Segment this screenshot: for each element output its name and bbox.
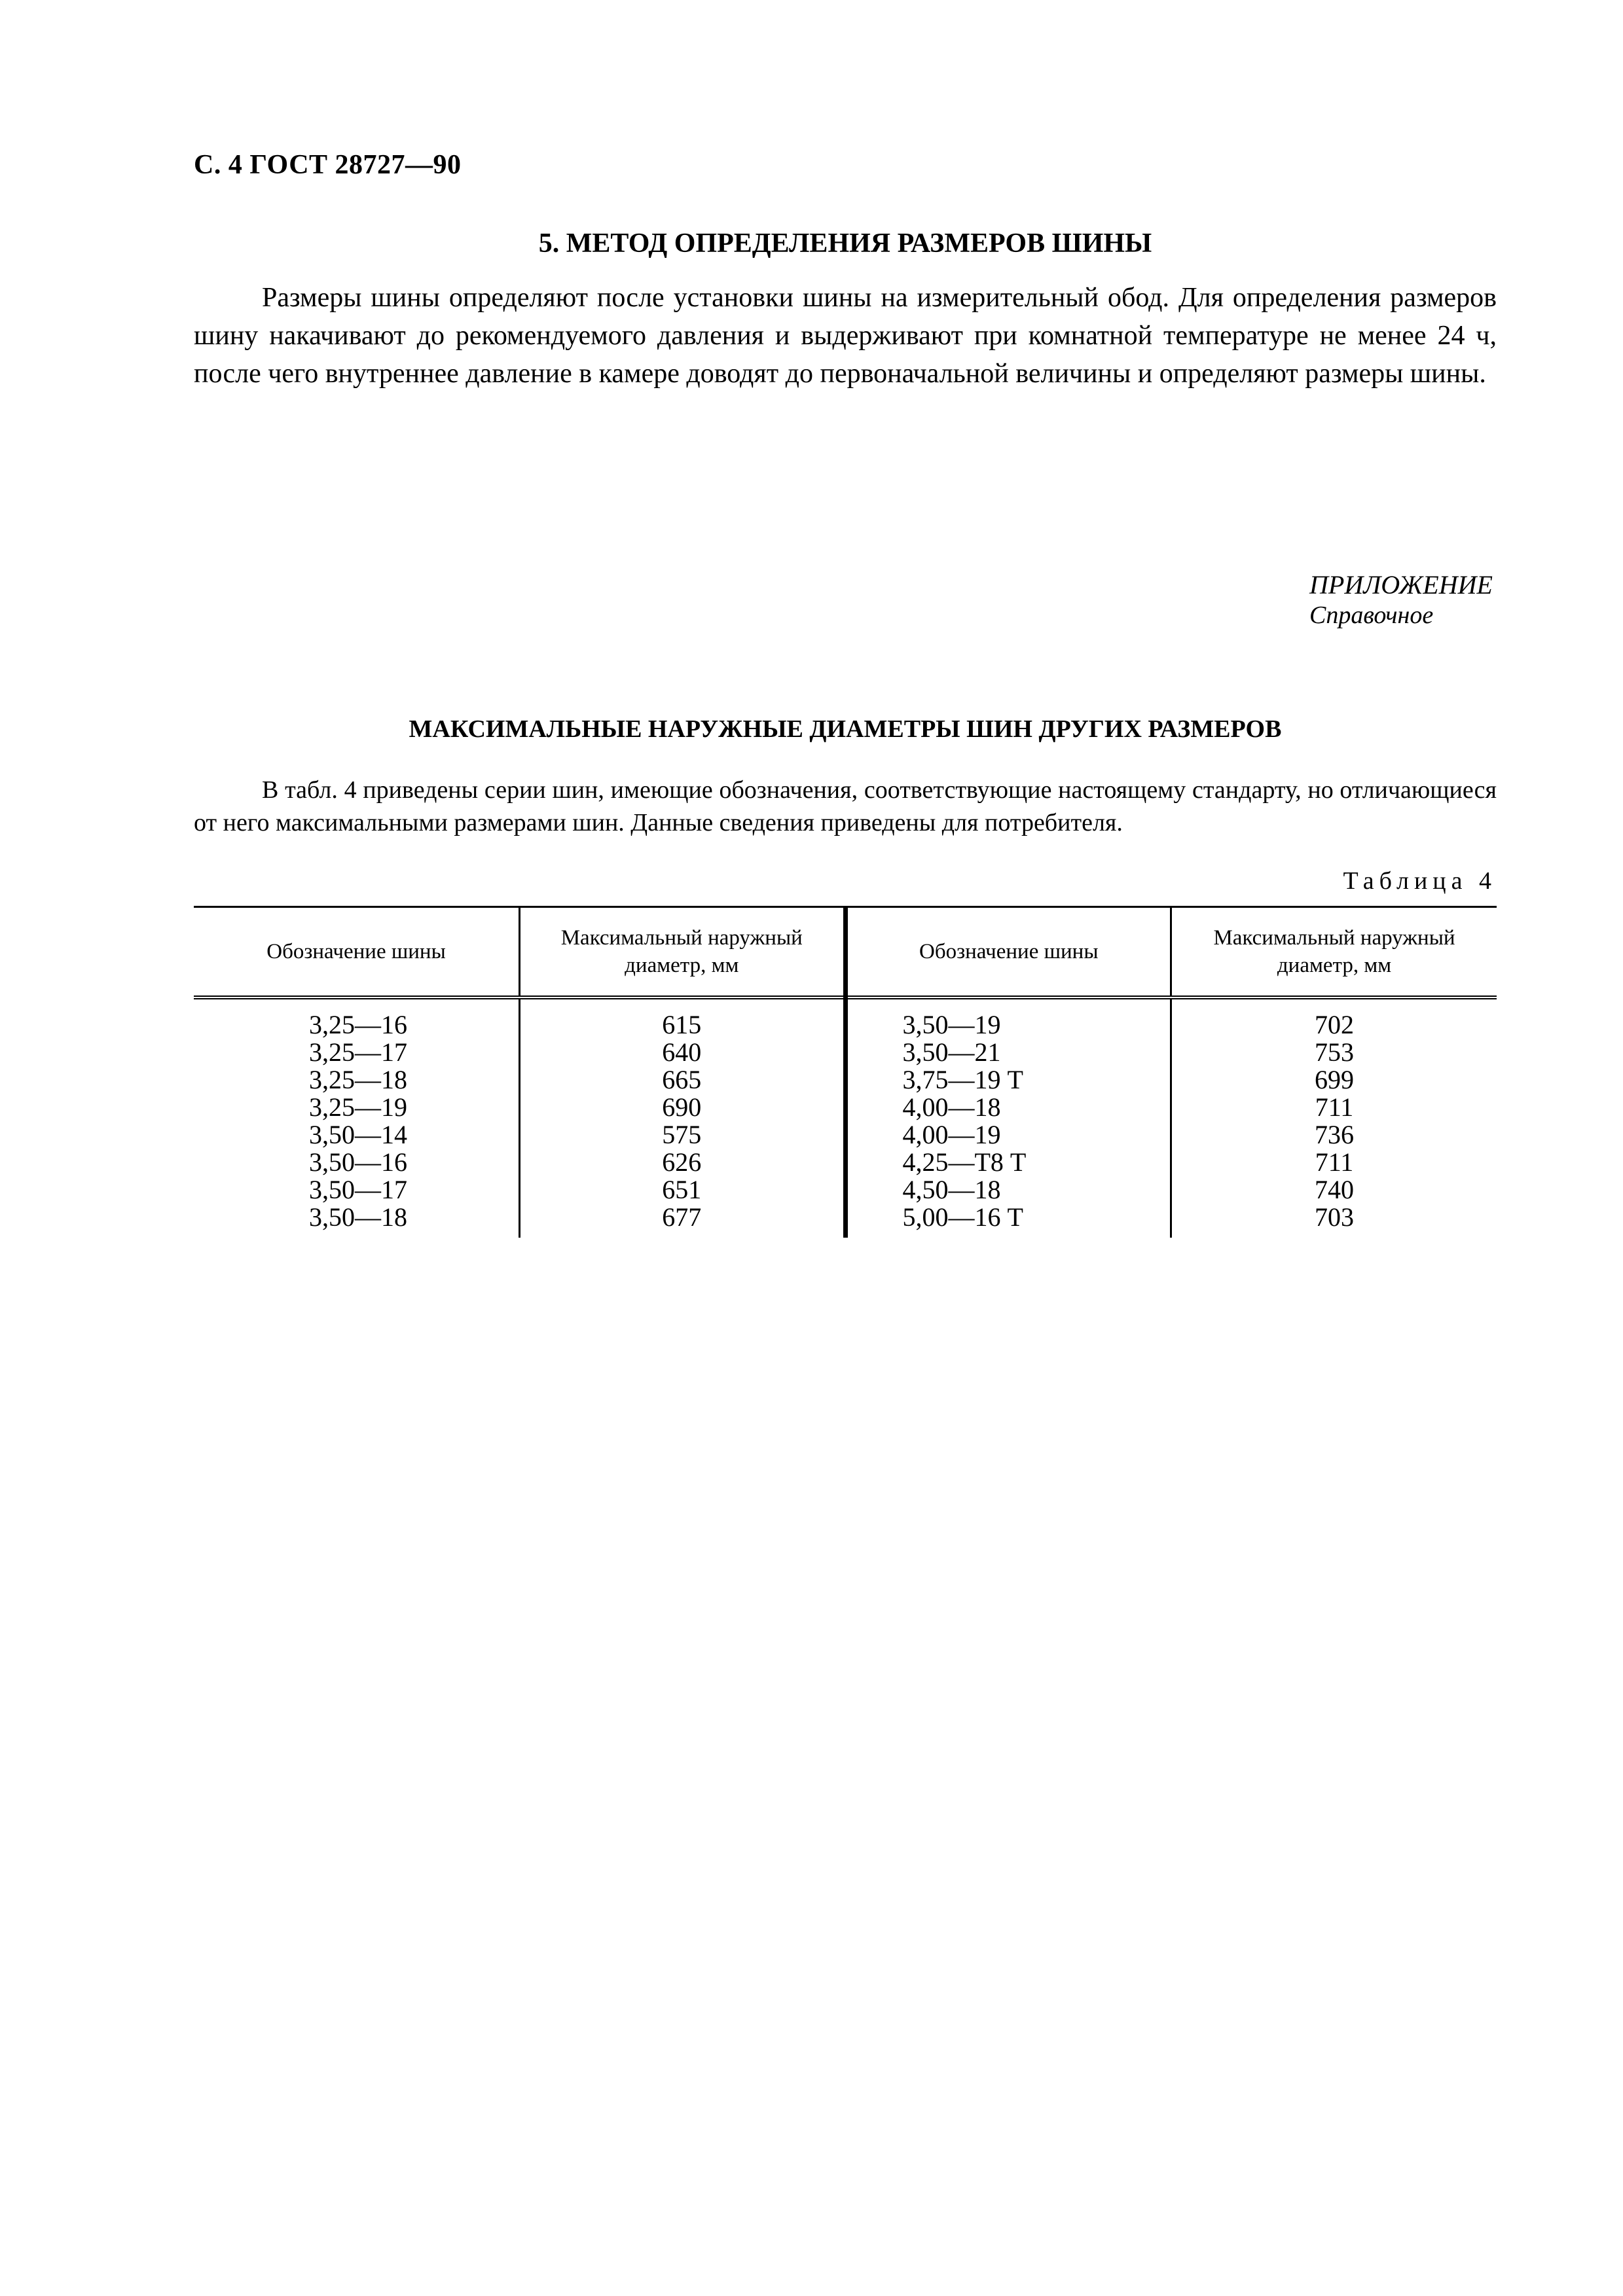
- cell-max-diameter: 753: [1171, 1039, 1497, 1066]
- cell-tire-designation: 3,50—19: [845, 997, 1171, 1039]
- cell-max-diameter: 736: [1171, 1121, 1497, 1149]
- cell-max-diameter: 699: [1171, 1066, 1497, 1094]
- cell-max-diameter: 651: [520, 1176, 846, 1204]
- cell-tire-designation: 4,00—18: [845, 1094, 1171, 1121]
- cell-max-diameter: 615: [520, 997, 846, 1039]
- cell-max-diameter: 665: [520, 1066, 846, 1094]
- table-body: [194, 997, 1497, 1238]
- cell-tire-designation: 3,50—18: [309, 1202, 407, 1232]
- cell-max-diameter: 740: [1171, 1176, 1497, 1204]
- header-tire-designation: Обозначение шины: [194, 907, 520, 998]
- table-row: [194, 1176, 1497, 1204]
- cell-tire-designation: 3,50—16: [309, 1147, 407, 1177]
- cell-max-diameter: 702: [1171, 997, 1497, 1039]
- appendix-paragraph: В табл. 4 приведены серии шин, имеющие обозначения, соответствующие настоящему стандарту, но отличающиеся от него максимальными размерами шин. Данные сведения приведены для потребителя.: [194, 776, 1497, 836]
- table-row: [194, 1066, 1497, 1094]
- table-row: [194, 997, 1497, 1039]
- appendix-label: ПРИЛОЖЕНИЕ: [1309, 570, 1493, 600]
- cell-max-diameter: 711: [1171, 1094, 1497, 1121]
- appendix-sublabel: Справочное: [1309, 601, 1434, 629]
- tire-diameter-table: [194, 906, 1497, 1238]
- cell-max-diameter: 640: [520, 1039, 846, 1066]
- table-row: [194, 1094, 1497, 1121]
- cell-tire-designation: 4,50—18: [845, 1176, 1171, 1204]
- cell-tire-designation: 3,25—19: [309, 1092, 407, 1122]
- header-max-diameter: Максимальный наружный диаметр, мм: [520, 907, 846, 998]
- cell-tire-designation: 3,25—16: [309, 1010, 407, 1039]
- table-caption: Таблица 4: [1343, 867, 1497, 895]
- cell-max-diameter: 711: [1171, 1149, 1497, 1176]
- header-tire-designation: Обозначение шины: [845, 907, 1171, 998]
- cell-max-diameter: 703: [1171, 1204, 1497, 1238]
- cell-max-diameter: 575: [520, 1121, 846, 1149]
- cell-tire-designation: 3,75—19 Т: [845, 1066, 1171, 1094]
- cell-max-diameter: 677: [520, 1204, 846, 1238]
- cell-max-diameter: 690: [520, 1094, 846, 1121]
- page-header: С. 4 ГОСТ 28727—90: [194, 150, 462, 180]
- table-row: [194, 1204, 1497, 1238]
- cell-tire-designation: 3,25—17: [309, 1037, 407, 1067]
- table-row: [194, 1039, 1497, 1066]
- table-row: [194, 1121, 1497, 1149]
- cell-max-diameter: 626: [520, 1149, 846, 1176]
- appendix-title: МАКСИМАЛЬНЫЕ НАРУЖНЫЕ ДИАМЕТРЫ ШИН ДРУГИХ РАЗМЕРОВ: [409, 715, 1282, 743]
- cell-tire-designation: 3,50—17: [309, 1175, 407, 1204]
- table-row: [194, 1149, 1497, 1176]
- cell-tire-designation: 3,25—18: [309, 1065, 407, 1094]
- section-paragraph: Размеры шины определяют после установки шины на измерительный обод. Для определения размеров шину накачивают до рекомендуемого давления и выдерживают при комнатной температуре не менее 24 ч, после чего внутреннее давление в камере доводят до первоначальной величины и определяют размеры шины.: [194, 283, 1497, 389]
- cell-tire-designation: 5,00—16 Т: [845, 1204, 1171, 1238]
- cell-tire-designation: 3,50—21: [845, 1039, 1171, 1066]
- table-header-row: [194, 907, 1497, 998]
- cell-tire-designation: 4,00—19: [845, 1121, 1171, 1149]
- section-title: 5. МЕТОД ОПРЕДЕЛЕНИЯ РАЗМЕРОВ ШИНЫ: [538, 228, 1152, 259]
- cell-tire-designation: 4,25—Т8 Т: [845, 1149, 1171, 1176]
- cell-tire-designation: 3,50—14: [309, 1120, 407, 1149]
- header-max-diameter: Максимальный наружный диаметр, мм: [1171, 907, 1497, 998]
